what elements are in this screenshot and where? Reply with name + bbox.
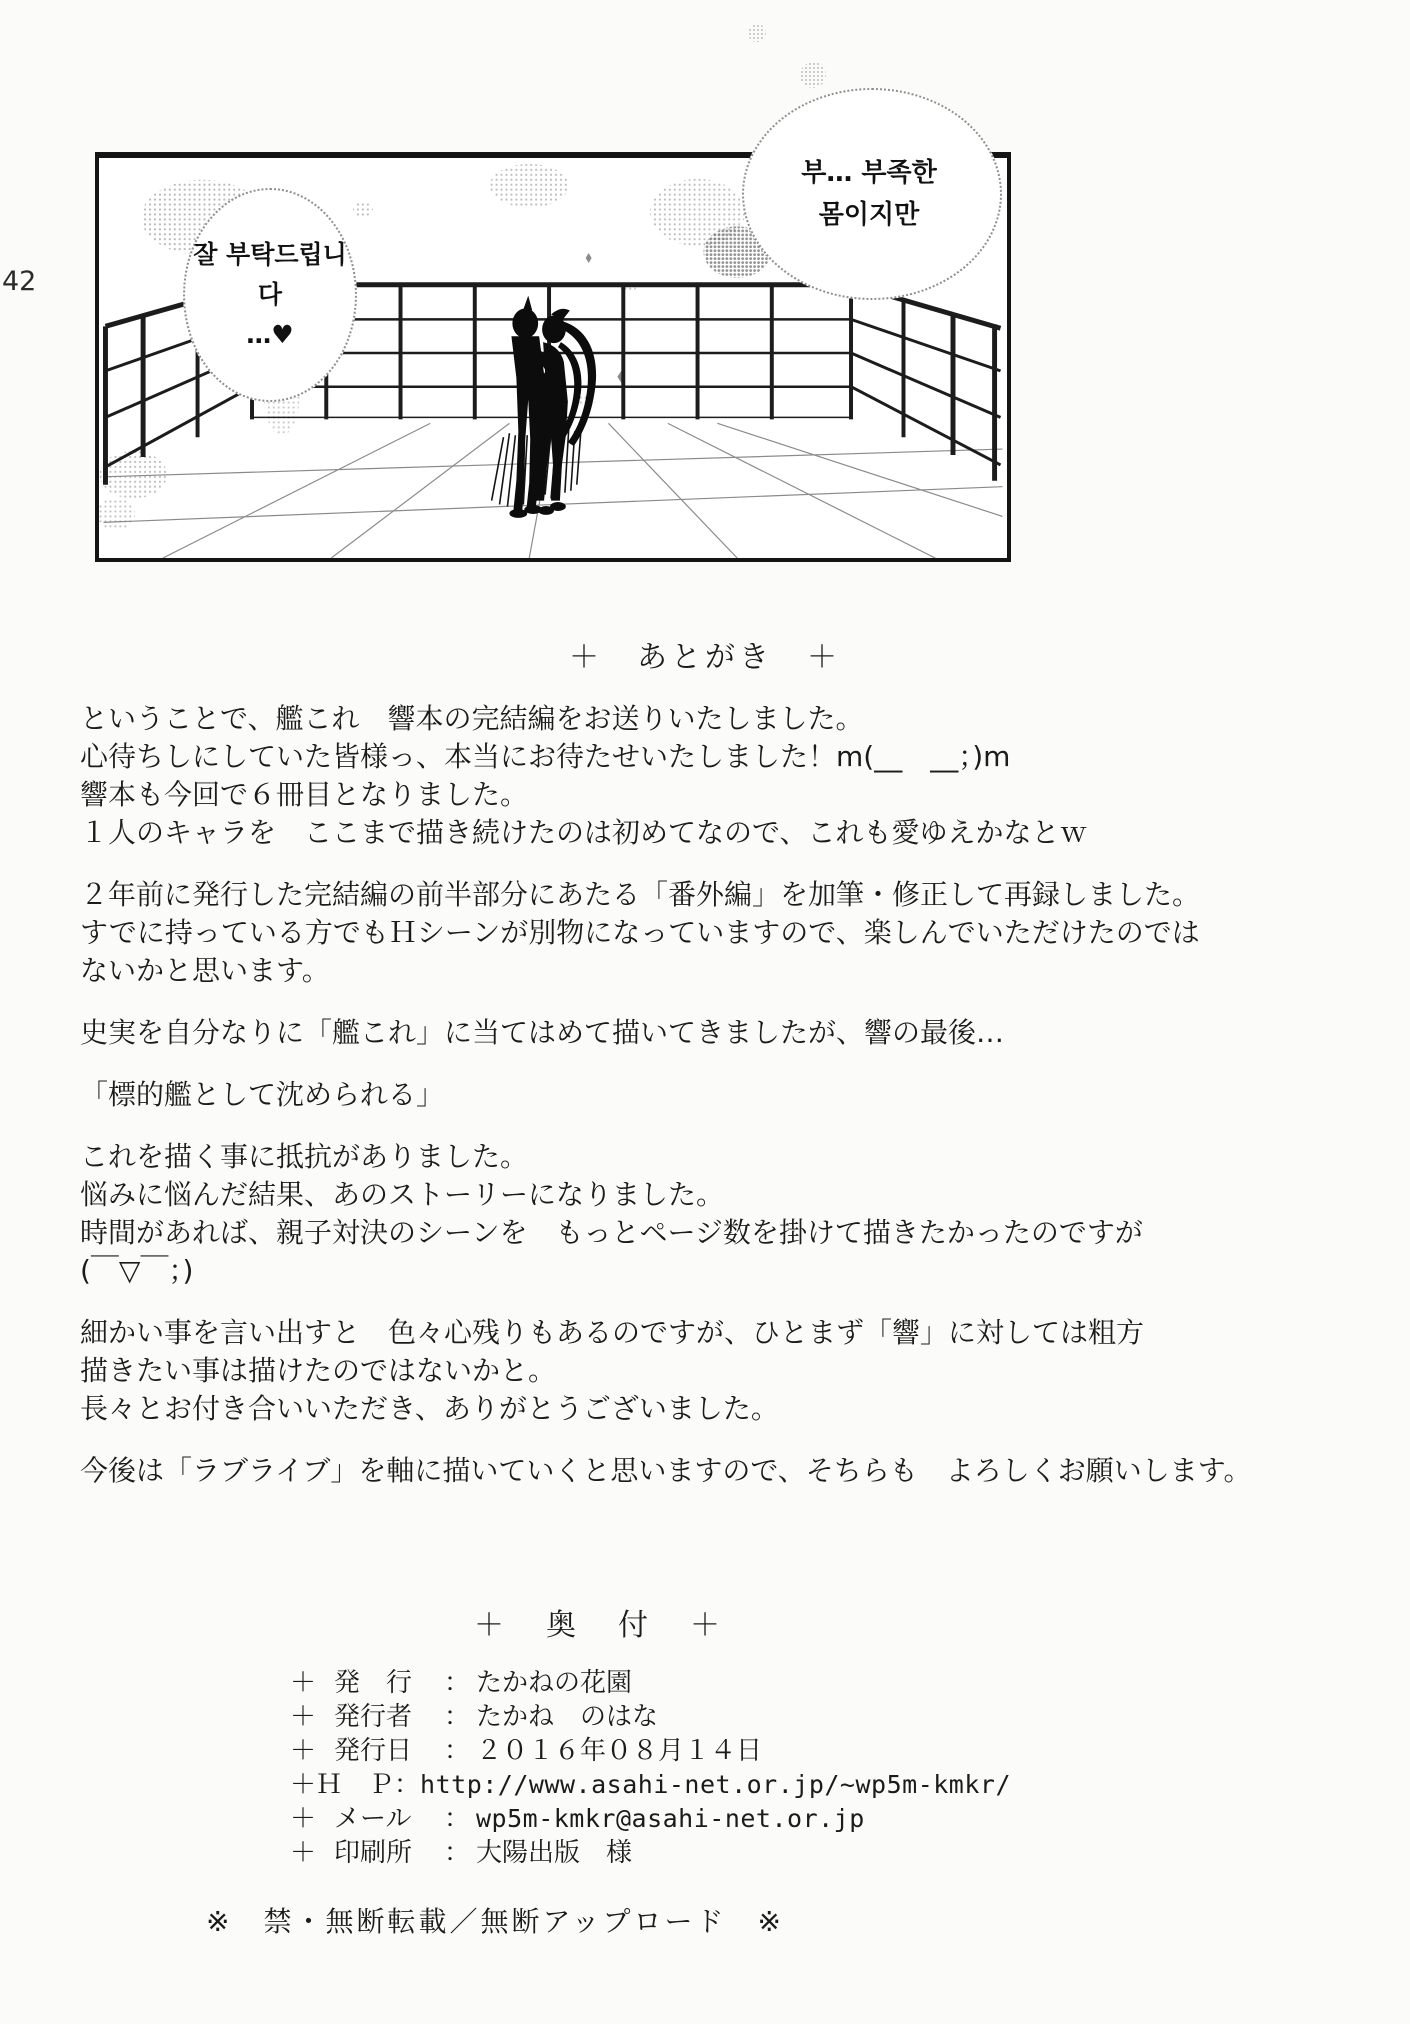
afterword-line: 今後は「ラブライブ」を軸に描いていくと思いますので、そちらも よろしくお願いします。 — [80, 1454, 1252, 1487]
colophon-row-date — [290, 1734, 930, 1768]
afterword-paragraph — [80, 1138, 1380, 1290]
afterword-line: １人のキャラを ここまで描き続けたのは初めてなので、これも愛ゆえかなとｗ — [80, 816, 1088, 849]
colophon-label: メール — [334, 1804, 412, 1834]
colophon-row-author — [290, 1700, 930, 1734]
halftone-speck — [748, 24, 766, 42]
halftone-speck — [800, 62, 826, 88]
colophon-label: Ｈ Ｐ — [316, 1770, 395, 1800]
afterword-line: ２年前に発行した完結編の前半部分にあたる「番外編」を加筆・修正して再録しました。 — [80, 878, 1201, 911]
colophon-heading: ＋ 奥 付 ＋ — [474, 1608, 726, 1643]
afterword-line: ということで、艦これ 響本の完結編をお送りいたしました。 — [80, 702, 864, 735]
colophon-value: ２０１６年０８月１４日 — [476, 1736, 763, 1766]
plus-bullet: ＋ — [290, 1736, 317, 1766]
colophon-label: 発 行 — [334, 1668, 413, 1698]
afterword-paragraph — [80, 1452, 1380, 1490]
colophon-email: wp5m-kmkr@asahi-net.or.jp — [476, 1804, 865, 1833]
afterword-heading: ＋ あとがき ＋ — [569, 640, 841, 675]
colophon-value: 大陽出版 様 — [476, 1838, 633, 1868]
colophon-value: たかねの花園 — [476, 1668, 633, 1698]
colophon-row-homepage — [290, 1768, 1011, 1802]
afterword-line: 悩みに悩んだ結果、あのストーリーになりました。 — [80, 1178, 725, 1211]
speech-bubble-right — [742, 88, 1002, 300]
colophon-label: 印刷所 — [334, 1838, 413, 1868]
afterword-line: (￣▽￣；) — [80, 1254, 194, 1287]
speech-bubble-right-line2: 몸이지만 — [818, 200, 920, 230]
plus-bullet: ＋ — [290, 1668, 317, 1698]
colophon-section — [290, 1600, 1011, 1870]
afterword-line: これを描く事に抵抗がありました。 — [80, 1140, 529, 1173]
afterword-line: 細かい事を言い出すと 色々心残りもあるのですが、ひとまず「響」に対しては粗方 — [80, 1316, 1145, 1349]
afterword-line: 長々とお付き合いいただき、ありがとうございました。 — [80, 1392, 779, 1425]
plus-bullet: ＋ — [290, 1838, 317, 1868]
couple-silhouette — [509, 296, 596, 518]
speech-bubble-left-line2: …♥ — [246, 320, 294, 349]
afterword-paragraph — [80, 1076, 1380, 1114]
colon-separator: ： — [443, 1736, 470, 1766]
colophon-row-publisher — [290, 1666, 930, 1700]
afterword-paragraph — [80, 1314, 1380, 1428]
colophon-label: 発行者 — [334, 1702, 413, 1732]
plus-bullet: ＋ — [290, 1702, 317, 1732]
colon-separator: ： — [443, 1804, 470, 1834]
afterword-line: ないかと思います。 — [80, 954, 330, 987]
afterword-paragraph — [80, 700, 1380, 852]
afterword-paragraph — [80, 1014, 1380, 1052]
afterword-line: 史実を自分なりに「艦これ」に当てはめて描いてきましたが、響の最後… — [80, 1016, 1005, 1049]
speech-bubble-left — [183, 188, 357, 402]
colophon-value: たかね のはな — [476, 1702, 659, 1732]
afterword-line: 響本も今回で６冊目となりました。 — [80, 778, 529, 811]
prohibition-notice: ※ 禁・無断転載／無断アップロード ※ — [206, 1905, 784, 1938]
colon-separator: ： — [443, 1702, 470, 1732]
colophon-row-printer — [290, 1836, 930, 1870]
afterword-body — [80, 700, 1380, 1514]
colophon-rows — [290, 1666, 1011, 1870]
colon-separator: ： — [443, 1838, 470, 1868]
colon-separator: ： — [394, 1770, 421, 1800]
colon-separator: ： — [443, 1668, 470, 1698]
afterword-line: 時間があれば、親子対決のシーンを もっとページ数を掛けて描きたかったのですが — [80, 1216, 1143, 1249]
afterword-line: 「標的艦として沈められる」 — [80, 1078, 445, 1111]
page-number: 42 — [2, 266, 37, 297]
speech-bubble-left-line1: 잘 부탁드립니다 — [193, 240, 347, 309]
afterword-line: すでに持っている方でもＨシーンが別物になっていますので、楽しんでいただけたのでは — [80, 916, 1200, 949]
colophon-label: 発行日 — [334, 1736, 413, 1766]
colophon-row-email — [290, 1802, 930, 1836]
speech-bubble-right-line1: 부… 부족한 — [801, 158, 937, 188]
afterword-line: 描きたい事は描けたのではないかと。 — [80, 1354, 557, 1387]
afterword-line: 心待ちしにしていた皆様っ、本当にお待たせいたしました！m(__ __；)m — [80, 740, 1011, 773]
plus-bullet: ＋ — [290, 1804, 317, 1834]
plus-bullet: ＋ — [290, 1770, 317, 1800]
colophon-url: http://www.asahi-net.or.jp/~wp5m-kmkr/ — [420, 1770, 1011, 1799]
afterword-paragraph — [80, 876, 1380, 990]
